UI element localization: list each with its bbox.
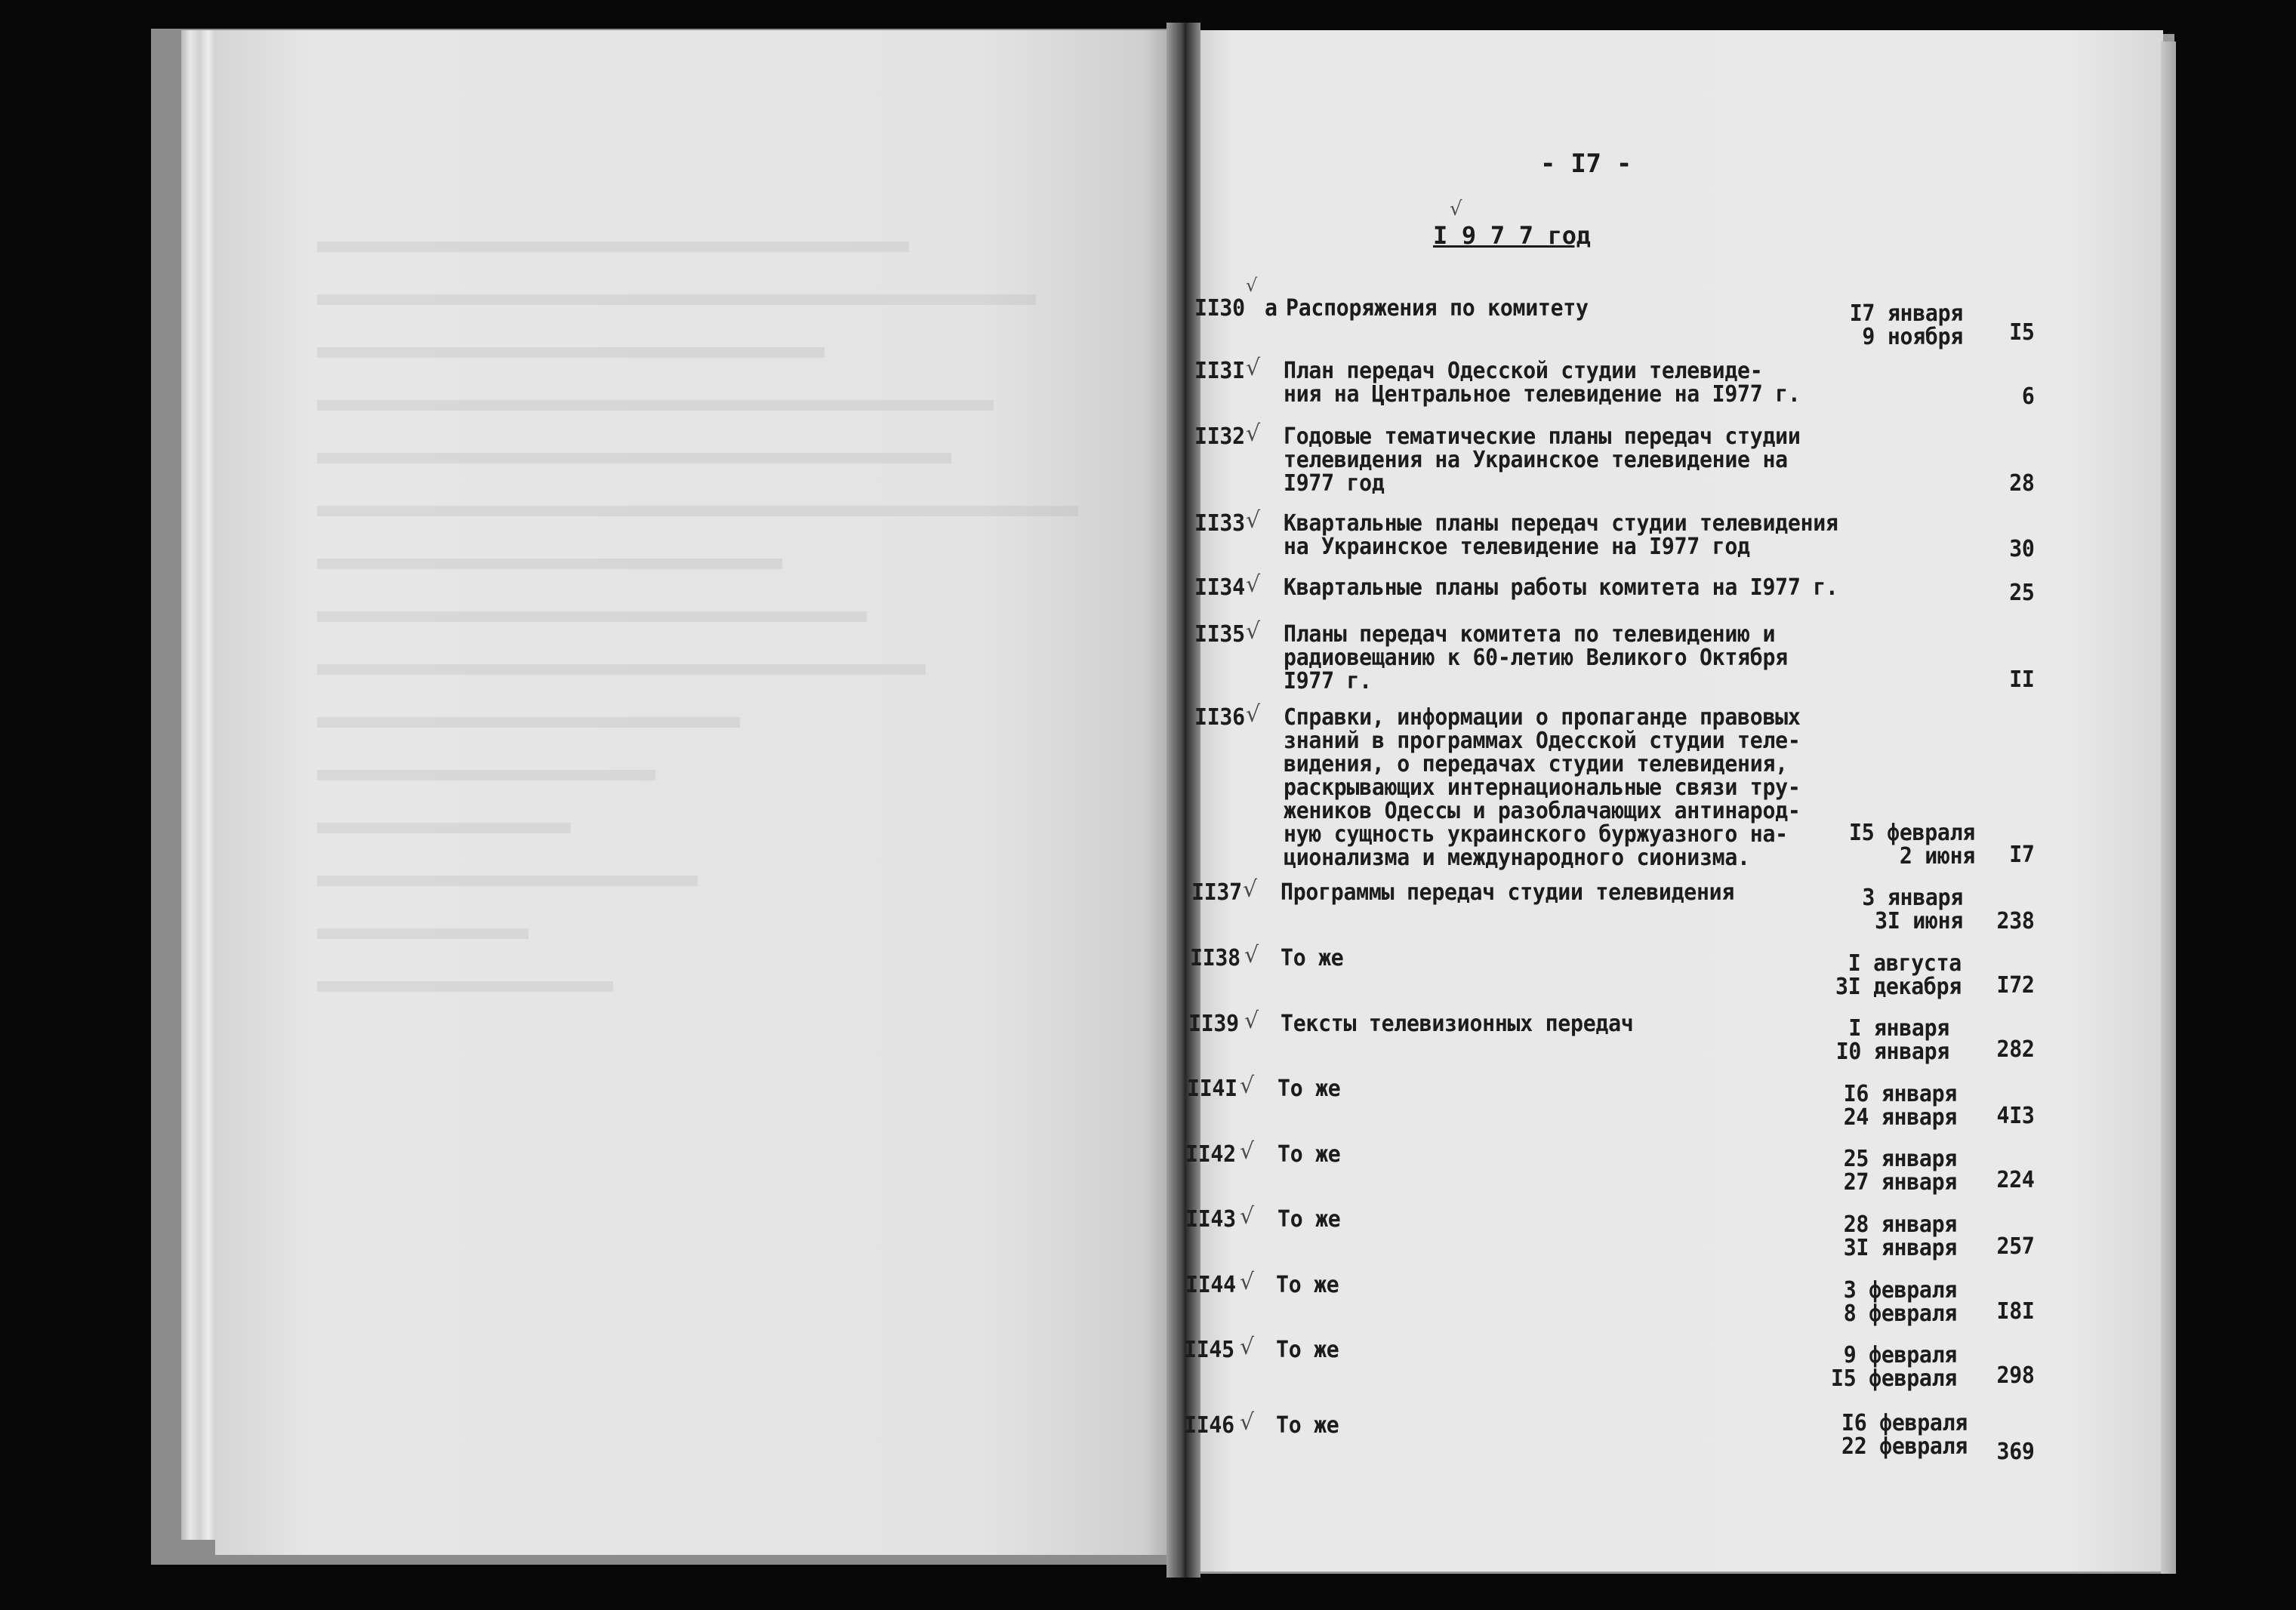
entry-number: II4I — [1187, 1076, 1237, 1102]
entry-number: II35 — [1194, 621, 1245, 648]
entry-date: 8 февраля — [1843, 1301, 1957, 1327]
entry-date: 3 февраля — [1843, 1277, 1957, 1304]
entry-date: 28 января — [1843, 1211, 1957, 1238]
entry-title-line: I977 год — [1284, 470, 1385, 497]
entry-suffix: а — [1265, 295, 1277, 322]
entry-title-line: радиовещанию к 60-летию Великого Октября — [1284, 645, 1788, 671]
entry-date: I7 января — [1849, 300, 1963, 327]
entry-title-line: То же — [1281, 945, 1344, 971]
right-page-edge — [2161, 42, 2176, 1574]
entry-title-line: Справки, информации о пропаганде правовых — [1284, 704, 1801, 731]
sheet-count: 282 — [1996, 1036, 2035, 1063]
entry-title-line: жеников Одессы и разоблачающих антинарод- — [1284, 798, 1801, 824]
sheet-count: 369 — [1996, 1439, 2035, 1465]
entry-title-line: Программы передач студии телевидения — [1281, 879, 1735, 906]
sheet-count: I8I — [1996, 1298, 2035, 1325]
entry-date: 22 февраля — [1841, 1433, 1968, 1460]
entry-number: II32 — [1194, 423, 1245, 450]
entry-date: 3I декабря — [1835, 974, 1962, 1000]
entry-title-line: на Украинское телевидение на I977 год — [1284, 534, 1750, 560]
entry-title-line: То же — [1277, 1141, 1341, 1168]
entry-title-line: То же — [1276, 1272, 1339, 1298]
sheet-count: 28 — [2009, 470, 2035, 497]
entry-title-line: То же — [1277, 1076, 1341, 1102]
check-mark: √ — [1244, 942, 1259, 968]
check-mark: √ — [1246, 618, 1260, 645]
check-mark: √ — [1240, 1073, 1254, 1099]
entry-date: 3I января — [1843, 1235, 1957, 1261]
entry-number: II36 — [1194, 704, 1245, 731]
entry-date: 9 февраля — [1843, 1342, 1957, 1368]
entry-date: 2 июня — [1899, 843, 1975, 870]
entry-date: 9 ноября — [1862, 324, 1963, 350]
page-number: - I7 - — [1540, 149, 1632, 179]
entry-title-line: знаний в программах Одесской студии теле- — [1284, 728, 1801, 754]
entry-title-line: ную сущность украинского буржуазного на- — [1284, 821, 1788, 848]
entry-number: II42 — [1185, 1141, 1236, 1168]
check-mark: √ — [1243, 876, 1257, 903]
sheet-count: I72 — [1996, 972, 2035, 999]
sheet-count: 298 — [1996, 1362, 2035, 1389]
heading-check-mark: √ — [1450, 198, 1462, 220]
entry-number: II3I — [1194, 358, 1245, 384]
entry-number: II38 — [1190, 945, 1240, 971]
check-mark: √ — [1246, 507, 1260, 534]
entry-title-line: То же — [1277, 1206, 1341, 1233]
sheet-count: 30 — [2009, 536, 2035, 562]
sheet-count: 6 — [2021, 383, 2035, 410]
entry-date: I января — [1848, 1015, 1949, 1042]
entry-date: 3 января — [1862, 885, 1963, 911]
entry-date: 27 января — [1843, 1169, 1957, 1196]
entry-number: II44 — [1185, 1272, 1236, 1298]
sheet-count: II — [2009, 666, 2035, 693]
entry-date: I6 января — [1843, 1081, 1957, 1107]
sheet-count: 224 — [1996, 1167, 2035, 1193]
entry-title-line: раскрывающих интернациональные связи тру- — [1284, 774, 1801, 801]
entry-title-line: То же — [1276, 1412, 1339, 1439]
entry-number: II34 — [1194, 574, 1245, 601]
entry-number: II30 — [1194, 295, 1245, 322]
sheet-count: 4I3 — [1996, 1103, 2035, 1129]
check-mark: √ — [1246, 420, 1260, 447]
sheet-count: 25 — [2009, 580, 2035, 606]
check-mark: √ — [1240, 1203, 1254, 1230]
check-mark: √ — [1240, 1409, 1254, 1436]
entry-date: 3I июня — [1875, 908, 1963, 934]
entry-title-line: Распоряжения по комитету — [1286, 295, 1589, 322]
entry-title-line: ния на Центральное телевидение на I977 г. — [1284, 381, 1801, 408]
sheet-count: 238 — [1996, 908, 2035, 934]
entry-date: I0 января — [1835, 1039, 1949, 1065]
check-mark: √ — [1240, 1138, 1254, 1165]
entry-number: II39 — [1188, 1011, 1239, 1037]
bleed-through-text — [317, 242, 1163, 1261]
entry-title-line: Планы передач комитета по телевидению и — [1284, 621, 1776, 648]
entry-title-line: Тексты телевизионных передач — [1281, 1011, 1634, 1037]
entry-title-line: ционализма и международного сионизма. — [1284, 845, 1750, 871]
entry-date: I6 февраля — [1841, 1410, 1968, 1436]
entry-number: II45 — [1184, 1337, 1234, 1363]
entry-date: 25 января — [1843, 1146, 1957, 1172]
entry-date: 24 января — [1843, 1104, 1957, 1131]
entry-title-line: I977 г. — [1284, 668, 1372, 694]
entry-title-line: телевидения на Украинское телевидение на — [1284, 447, 1788, 473]
check-mark: √ — [1240, 1334, 1254, 1360]
check-mark: √ — [1244, 1008, 1259, 1034]
check-mark: √ — [1246, 355, 1260, 381]
entry-title-line: То же — [1276, 1337, 1339, 1363]
check-mark: √ — [1246, 701, 1260, 728]
entry-title-line: видения, о передачах студии телевидения, — [1284, 751, 1788, 777]
entry-number: II46 — [1184, 1412, 1234, 1439]
entry-date: I5 февраля — [1831, 1365, 1957, 1392]
check-mark: √ — [1240, 1269, 1254, 1295]
entry-number: II43 — [1185, 1206, 1236, 1233]
sheet-count: I7 — [2009, 842, 2035, 868]
check-mark: √ — [1246, 571, 1260, 598]
entry-date: I августа — [1848, 950, 1962, 977]
entry-number: II37 — [1191, 879, 1242, 906]
entry-date: I5 февраля — [1849, 820, 1975, 846]
year-heading: I 9 7 7 год — [1433, 221, 1591, 250]
entry-number: II33 — [1194, 510, 1245, 537]
check-mark: √ — [1246, 275, 1257, 296]
entry-title-line: План передач Одесской студии телевиде- — [1284, 358, 1763, 384]
entry-title-line: Годовые тематические планы передач студии — [1284, 423, 1801, 450]
entry-title-line: Квартальные планы передач студии телевидения — [1284, 510, 1838, 537]
sheet-count: 257 — [1996, 1233, 2035, 1260]
sheet-count: I5 — [2009, 319, 2035, 346]
entry-title-line: Квартальные планы работы комитета на I977 г. — [1284, 574, 1838, 601]
